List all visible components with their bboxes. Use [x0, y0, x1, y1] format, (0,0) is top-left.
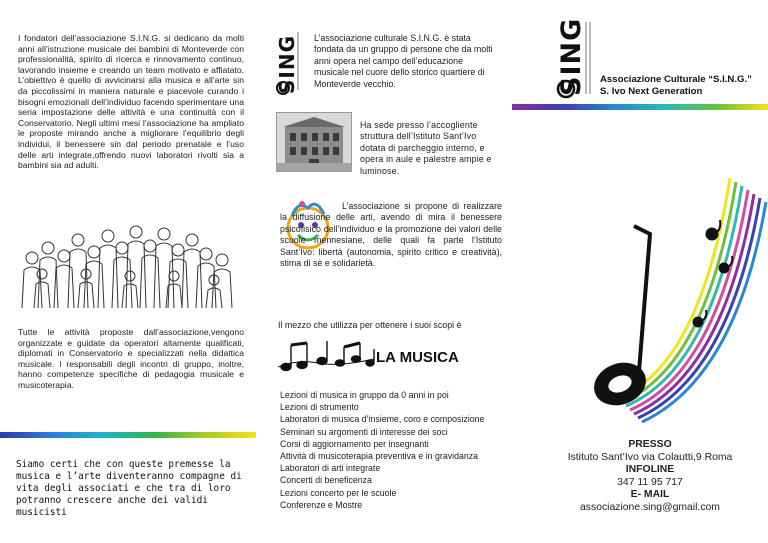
logo-wordmark: SING	[275, 35, 299, 94]
sing-logo-small	[272, 26, 302, 96]
list-item: Lezioni concerto per le scuole	[280, 487, 397, 498]
panel-middle	[256, 0, 512, 543]
handwritten-quote: Siamo certi che con queste premesse la musica e l’arte diventeranno compagne di vita degli associati e che tra di loro potranno crescere anche dei validi musicisti	[16, 459, 242, 518]
music-note-rainbow-illustration	[574, 174, 768, 424]
association-intro: L’associazione culturale S.I.N.G. è stata fondata da un gruppo di persone che da molti anni opera nel campo dell’educazione musicale nel cuore dello storico quartiere di Monteverde vecchio.	[314, 33, 493, 89]
email-label: E- MAIL	[630, 489, 670, 500]
presso-label: PRESSO	[628, 439, 672, 450]
sing-logo-large	[550, 14, 594, 100]
list-item: Conferenze e Mostre	[280, 499, 363, 510]
list-item: Lezioni di strumento	[280, 402, 359, 413]
email-address[interactable]: associazione.sing@gmail.com	[580, 501, 720, 513]
contact-block	[532, 439, 768, 514]
crowd-illustration	[18, 218, 240, 310]
org-title: Associazione Culturale “S.I.N.G.”	[600, 74, 752, 85]
rainbow-divider	[512, 104, 768, 110]
list-item: Concerti di beneficenza	[280, 475, 372, 486]
list-item: Corsi di aggiornamento per insegnanti	[280, 438, 429, 449]
list-item: Laboratori di musica d’insieme, coro e composizione	[280, 414, 485, 425]
la-musica-heading: LA MUSICA	[376, 349, 459, 366]
activities-paragraph: Tutte le attività proposte dall’associazione,vengono organizzate e guidate da operatori altamente qualificati, diplomati in Conservatorio e specializzati nella didattica musicale. I responsabili degli incontri di gruppo, inoltre, hanno competenze specifiche di pedagogia musicale e musicoterapia.	[18, 327, 244, 390]
building-photo	[276, 112, 352, 172]
means-line: Il mezzo che utilizza per ottenere i suoi scopi è	[278, 320, 462, 330]
list-item: Lezioni di musica in gruppo da 0 anni in poi	[280, 390, 449, 400]
seat-paragraph: Ha sede presso l’accogliente struttura dell’Istituto Sant’Ivo dotata di parcheggio interno, e opera in aule e palestre ampie e luminose.	[360, 120, 492, 176]
rainbow-divider	[0, 432, 256, 438]
phone-number[interactable]: 347 11 95 717	[617, 476, 683, 488]
founders-paragraph: I fondatori dell’associazione S.I.N.G. si dedicano da molti anni all’istruzione musicale dei bambini di Monteverde con professionalità, spirito di ricerca e rinnovamento continuo, lavorando insieme e creando un team motivato e affiatato. L’obiettivo è quello di avvicinarsi alla musica e all’arte sin da piccolissimi in maniera naturale e piacevole curando i bisogni emozionali dell’individuo facendo sperimentare una seria impostazione delle attività e una continuità con il Conservatorio. Negli ultimi mesi l’associazione ha ampliato le proposte mirando anche a migliorare l’equilibrio degli individui, il benessere sin dal periodo prenatale e l’uso delle arti integrate,offrendo nuovi laboratori rivolti sia a bambini sia ad adulti.	[18, 33, 244, 171]
activities-list	[280, 389, 510, 511]
org-subtitle: S. Ivo Next Generation	[600, 86, 703, 97]
list-item: Laboratori di arti integrate	[280, 463, 381, 474]
address: Istituto Sant’Ivo via Colautti,9 Roma	[567, 451, 733, 463]
list-item: Seminari su argomenti di interesse dei soci	[280, 426, 448, 437]
purpose-paragraph: L’associazione si propone di realizzare la diffusione delle arti, avendo di mira il benessere psicofisico dell’individuo e la promozione dei valori delle scuole mennesiane, delle quali fa parte l’Istituto Sant’Ivo: libertà (autonomia, spirito critico e creatività), stima di sè e solidarietà.	[280, 201, 502, 269]
logo-wordmark: SING	[556, 17, 587, 96]
music-notes-icon	[278, 337, 378, 377]
list-item: Attività di musicoterapia preventiva e in gravidanza	[280, 451, 479, 462]
infoline-label: INFOLINE	[625, 464, 675, 475]
panel-left	[0, 0, 256, 543]
